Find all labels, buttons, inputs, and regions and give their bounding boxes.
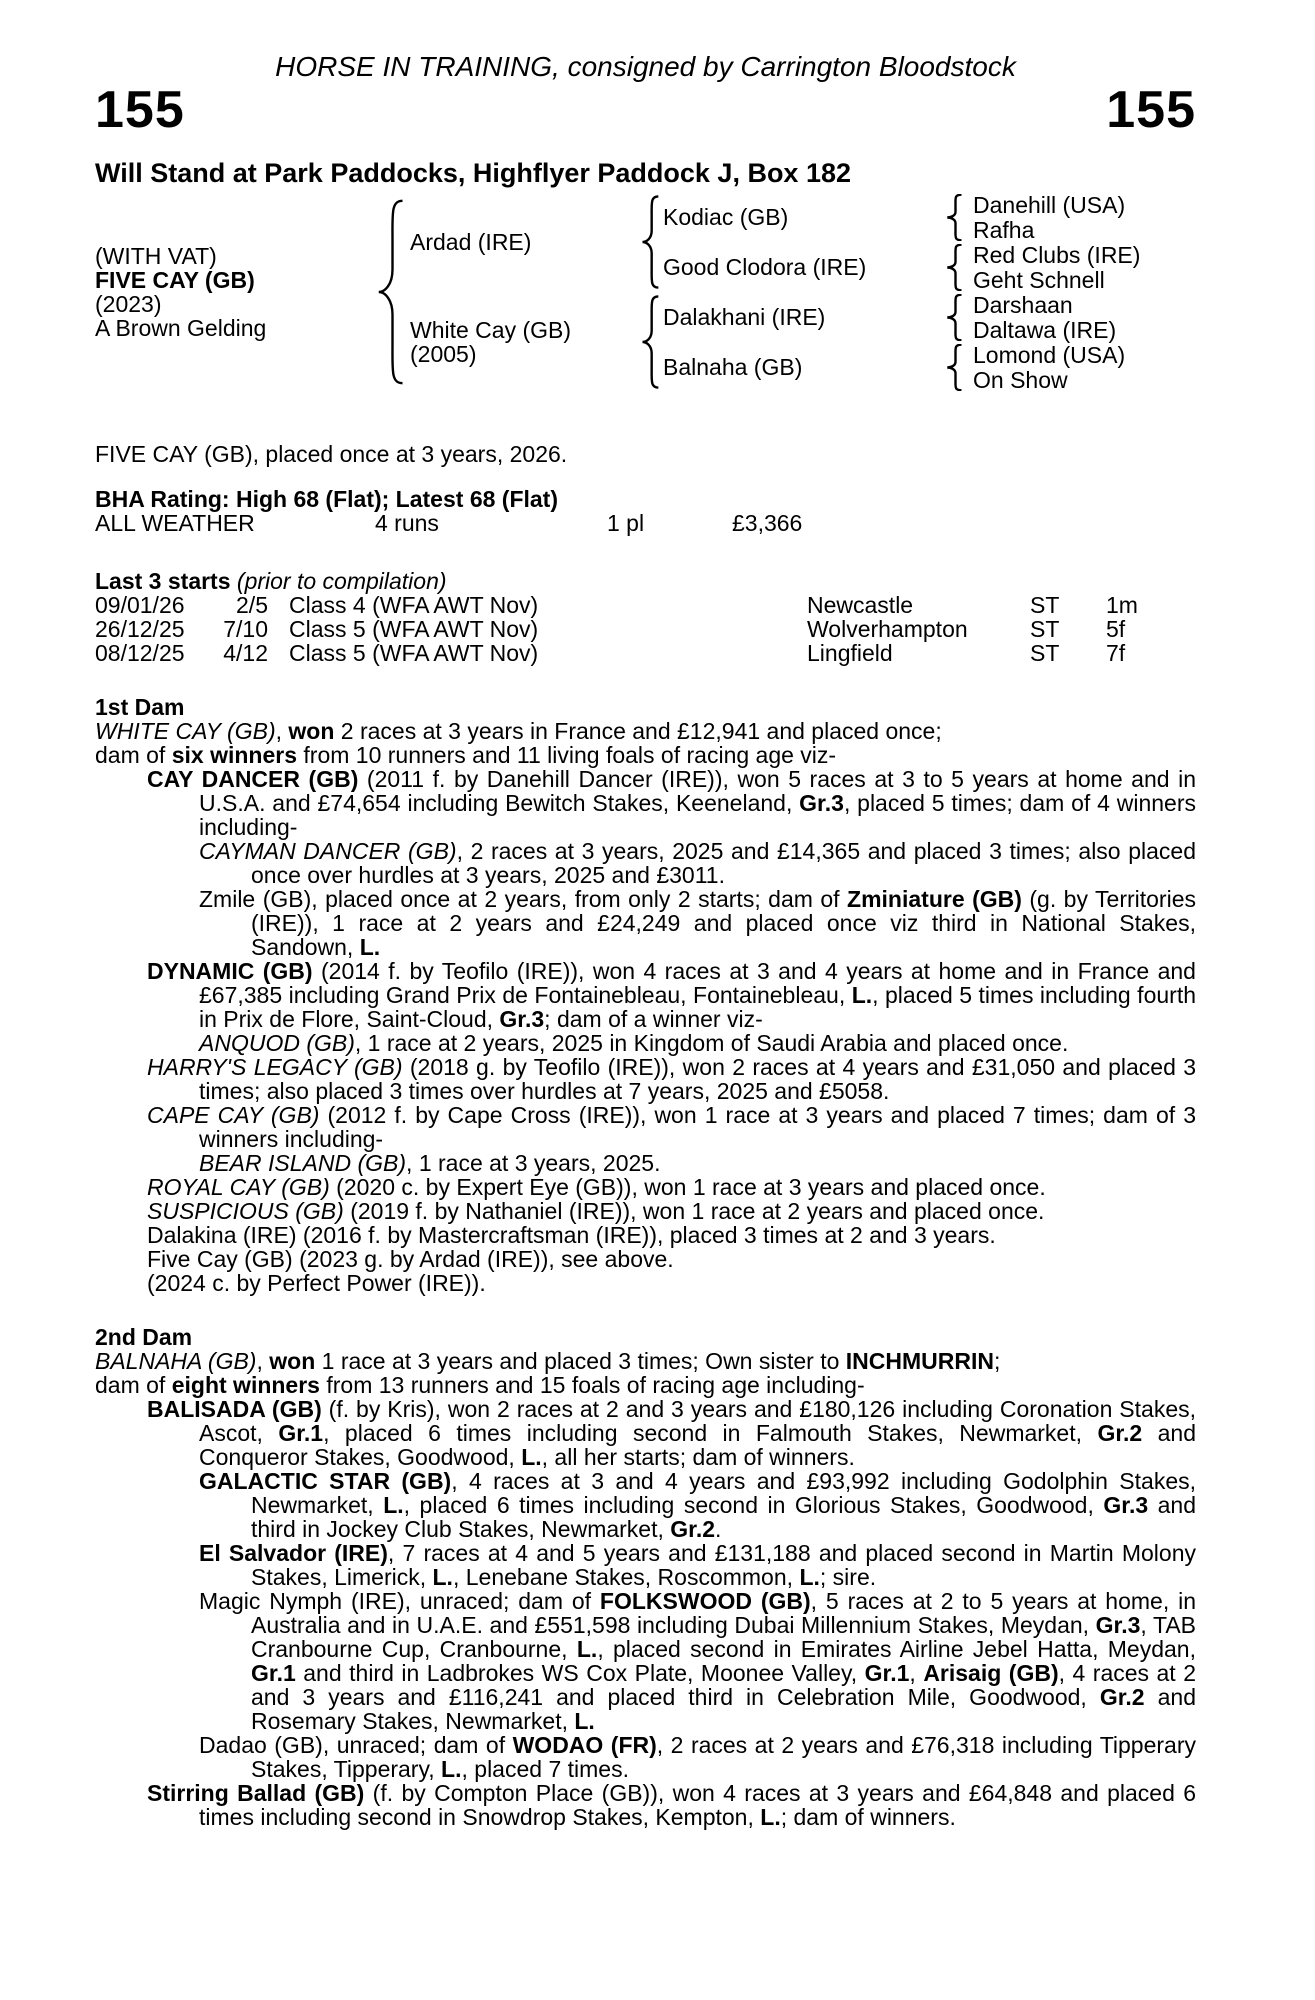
lot-number-left: 155	[95, 81, 185, 139]
progeny-paragraph: SUSPICIOUS (GB) (2019 f. by Nathaniel (IRE)), won 1 race at 2 years and placed once.	[147, 1198, 1045, 1224]
progeny-paragraph: Dalakina (IRE) (2016 f. by Mastercraftsman (IRE)), placed 3 times at 2 and 3 years.	[147, 1222, 996, 1248]
race-distance: 7f	[1106, 640, 1126, 666]
great-granddam-3: Daltawa (IRE)	[973, 316, 1117, 343]
race-start-row	[95, 593, 1196, 617]
dam-description: WHITE CAY (GB), won 2 races at 3 years in France and £12,941 and placed once;	[95, 718, 942, 744]
pedigree-brace-icon	[640, 192, 663, 292]
sire-sire: Kodiac (GB)	[663, 204, 789, 230]
race-date: 09/01/26	[95, 592, 185, 618]
lot-number-right: 155	[1106, 81, 1196, 139]
progeny-paragraph: El Salvador (IRE), 7 races at 4 and 5 years and £131,188 and placed second in Martin Molony Stakes, Limerick, L., Lenebane Stakes, Roscommon, L.; sire.	[199, 1540, 1196, 1590]
race-distance: 5f	[1106, 616, 1126, 642]
pedigree-brace-icon	[945, 192, 973, 242]
first-dam-heading: 1st Dam	[95, 694, 185, 720]
great-grandsire-1: Danehill (USA)	[973, 191, 1126, 218]
pedigree-brace-icon	[945, 292, 973, 342]
progeny-paragraph: Zmile (GB), placed once at 2 years, from only 2 starts; dam of Zminiature (GB) (g. by Territories (IRE)), 1 race at 2 years and £24,249 and placed once viz third in National Stakes, Sandown, L.	[199, 886, 1196, 960]
great-granddam-4: On Show	[973, 366, 1068, 393]
dam-sire: Dalakhani (IRE)	[663, 304, 826, 330]
great-grandsire-4: Lomond (USA)	[973, 341, 1126, 368]
sire-dam: Good Clodora (IRE)	[663, 254, 867, 280]
race-going: ST	[1030, 592, 1060, 618]
race-position: 7/10	[223, 616, 268, 642]
progeny-paragraph: ROYAL CAY (GB) (2020 c. by Expert Eye (GB)), won 1 race at 3 years and placed once.	[147, 1174, 1046, 1200]
places-count: 1 pl	[607, 510, 645, 536]
sire-name: Ardad (IRE)	[410, 229, 532, 255]
last-starts-heading	[95, 569, 1196, 593]
race-date: 08/12/25	[95, 640, 185, 666]
progeny-paragraph: GALACTIC STAR (GB), 4 races at 3 and 4 years and £93,992 including Godolphin Stakes, Newmarket, L., placed 6 times including second in Glorious Stakes, Goodwood, Gr.3 and third in Jockey Club Stakes, Newmarket, Gr.2.	[199, 1468, 1197, 1542]
progeny-paragraph: ANQUOD (GB), 1 race at 2 years, 2025 in Kingdom of Saudi Arabia and placed once.	[199, 1030, 1069, 1056]
foaling-year: (2023)	[95, 291, 162, 317]
great-grandsire-3: Darshaan	[973, 291, 1073, 318]
dam-description: dam of eight winners from 13 runners and 15 foals of racing age including-	[95, 1372, 865, 1398]
progeny-paragraph: CAPE CAY (GB) (2012 f. by Cape Cross (IRE)), won 1 race at 3 years and placed 7 times; dam of 3 winners including-	[147, 1102, 1196, 1152]
progeny-paragraph: CAYMAN DANCER (GB), 2 races at 3 years, 2025 and £14,365 and placed 3 times; also placed once over hurdles at 3 years, 2025 and £3011.	[199, 838, 1196, 888]
lot-number-row	[95, 82, 1196, 138]
race-start-row	[95, 641, 1196, 665]
pedigree-brace-icon	[375, 192, 410, 392]
race-going: ST	[1030, 640, 1060, 666]
pedigree-brace-icon	[945, 242, 973, 292]
race-course: Wolverhampton	[807, 616, 968, 642]
last-starts-title: Last 3 starts	[95, 568, 231, 594]
race-summary: FIVE CAY (GB), placed once at 3 years, 2026.	[95, 441, 568, 467]
race-course: Newcastle	[807, 592, 914, 618]
race-class: Class 5 (WFA AWT Nov)	[289, 640, 539, 666]
dam-description: dam of six winners from 10 runners and 11 living foals of racing age viz-	[95, 742, 837, 768]
stand-location: Will Stand at Park Paddocks, Highflyer Paddock J, Box 182	[95, 158, 851, 188]
race-class: Class 4 (WFA AWT Nov)	[289, 592, 539, 618]
race-course: Lingfield	[807, 640, 893, 666]
progeny-paragraph: HARRY'S LEGACY (GB) (2018 g. by Teofilo (IRE)), won 2 races at 4 years and £31,050 and placed 3 times; also placed 3 times over hurdles at 7 years, 2025 and £5058.	[147, 1054, 1196, 1104]
dam-year: (2005)	[410, 341, 477, 367]
consignment-line: HORSE IN TRAINING, consigned by Carrington Bloodstock	[275, 51, 1016, 82]
progeny-paragraph: DYNAMIC (GB) (2014 f. by Teofilo (IRE)), won 4 races at 3 and 4 years at home and in France and £67,385 including Grand Prix de Fontainebleau, Fontainebleau, L., placed 5 times including fourth in Prix de Flore, Saint-Cloud, Gr.3; dam of a winner viz-	[147, 958, 1196, 1032]
dam-name: White Cay (GB) (2005)	[410, 292, 640, 392]
progeny-paragraph: Five Cay (GB) (2023 g. by Ardad (IRE)), see above.	[147, 1246, 674, 1272]
last-starts-subtitle: (prior to compilation)	[230, 568, 447, 594]
race-going: ST	[1030, 616, 1060, 642]
progeny-paragraph: CAY DANCER (GB) (2011 f. by Danehill Dancer (IRE)), won 5 races at 3 to 5 years at home and in U.S.A. and £74,654 including Bewitch Stakes, Keeneland, Gr.3, placed 5 times; dam of 4 winners including-	[147, 766, 1197, 840]
race-distance: 1m	[1106, 592, 1138, 618]
race-start-row	[95, 617, 1196, 641]
pedigree-brace-icon	[945, 342, 973, 392]
vat-note: (WITH VAT)	[95, 243, 217, 269]
all-weather-record-row	[95, 511, 1196, 535]
great-granddam-2: Geht Schnell	[973, 266, 1105, 293]
earnings-amount: £3,366	[732, 510, 803, 536]
surface-label: ALL WEATHER	[95, 510, 255, 536]
horse-block	[95, 192, 375, 392]
pedigree-brace-icon	[640, 292, 663, 392]
bha-rating: BHA Rating: High 68 (Flat); Latest 68 (Flat)	[95, 486, 558, 512]
race-position: 2/5	[236, 592, 268, 618]
runs-count: 4 runs	[375, 510, 439, 536]
progeny-paragraph: BEAR ISLAND (GB), 1 race at 3 years, 2025.	[199, 1150, 661, 1176]
horse-description: A Brown Gelding	[95, 315, 267, 341]
dam-description: BALNAHA (GB), won 1 race at 3 years and placed 3 times; Own sister to INCHMURRIN;	[95, 1348, 1001, 1374]
progeny-paragraph: Magic Nymph (IRE), unraced; dam of FOLKSWOOD (GB), 5 races at 2 to 5 years at home, in Australia and in U.A.E. and £551,598 including Dubai Millennium Stakes, Meydan, Gr.3, TAB Cranbourne Cup, Cranbourne, L., placed second in Emirates Airline Jebel Hatta, Meydan, Gr.1 and third in Ladbrokes WS Cox Plate, Moonee Valley, Gr.1, Arisaig (GB), 4 races at 2 and 3 years and £116,241 and placed third in Celebration Mile, Goodwood, Gr.2 and Rosemary Stakes, Newmarket, L.	[199, 1588, 1197, 1734]
horse-name: FIVE CAY (GB)	[95, 267, 255, 293]
progeny-paragraph: (2024 c. by Perfect Power (IRE)).	[147, 1270, 486, 1296]
dam-dam: Balnaha (GB)	[663, 354, 803, 380]
progeny-paragraph: BALISADA (GB) (f. by Kris), won 2 races at 2 and 3 years and £180,126 including Coronation Stakes, Ascot, Gr.1, placed 6 times including second in Falmouth Stakes, Newmarket, Gr.2 and Conqueror Stakes, Goodwood, L., all her starts; dam of winners.	[147, 1396, 1197, 1470]
progeny-paragraph: Stirring Ballad (GB) (f. by Compton Place (GB)), won 4 races at 3 years and £64,848 and placed 6 times including second in Snowdrop Stakes, Kempton, L.; dam of winners.	[147, 1780, 1197, 1830]
pedigree-table	[95, 192, 1196, 392]
great-grandsire-2: Red Clubs (IRE)	[973, 241, 1141, 268]
race-date: 26/12/25	[95, 616, 185, 642]
second-dam-heading: 2nd Dam	[95, 1324, 193, 1350]
race-class: Class 5 (WFA AWT Nov)	[289, 616, 539, 642]
race-position: 4/12	[223, 640, 268, 666]
page-header	[95, 52, 1196, 188]
great-granddam-1: Rafha	[973, 216, 1035, 243]
progeny-paragraph: Dadao (GB), unraced; dam of WODAO (FR), 2 races at 2 years and £76,318 including Tipperary Stakes, Tipperary, L., placed 7 times.	[199, 1732, 1196, 1782]
